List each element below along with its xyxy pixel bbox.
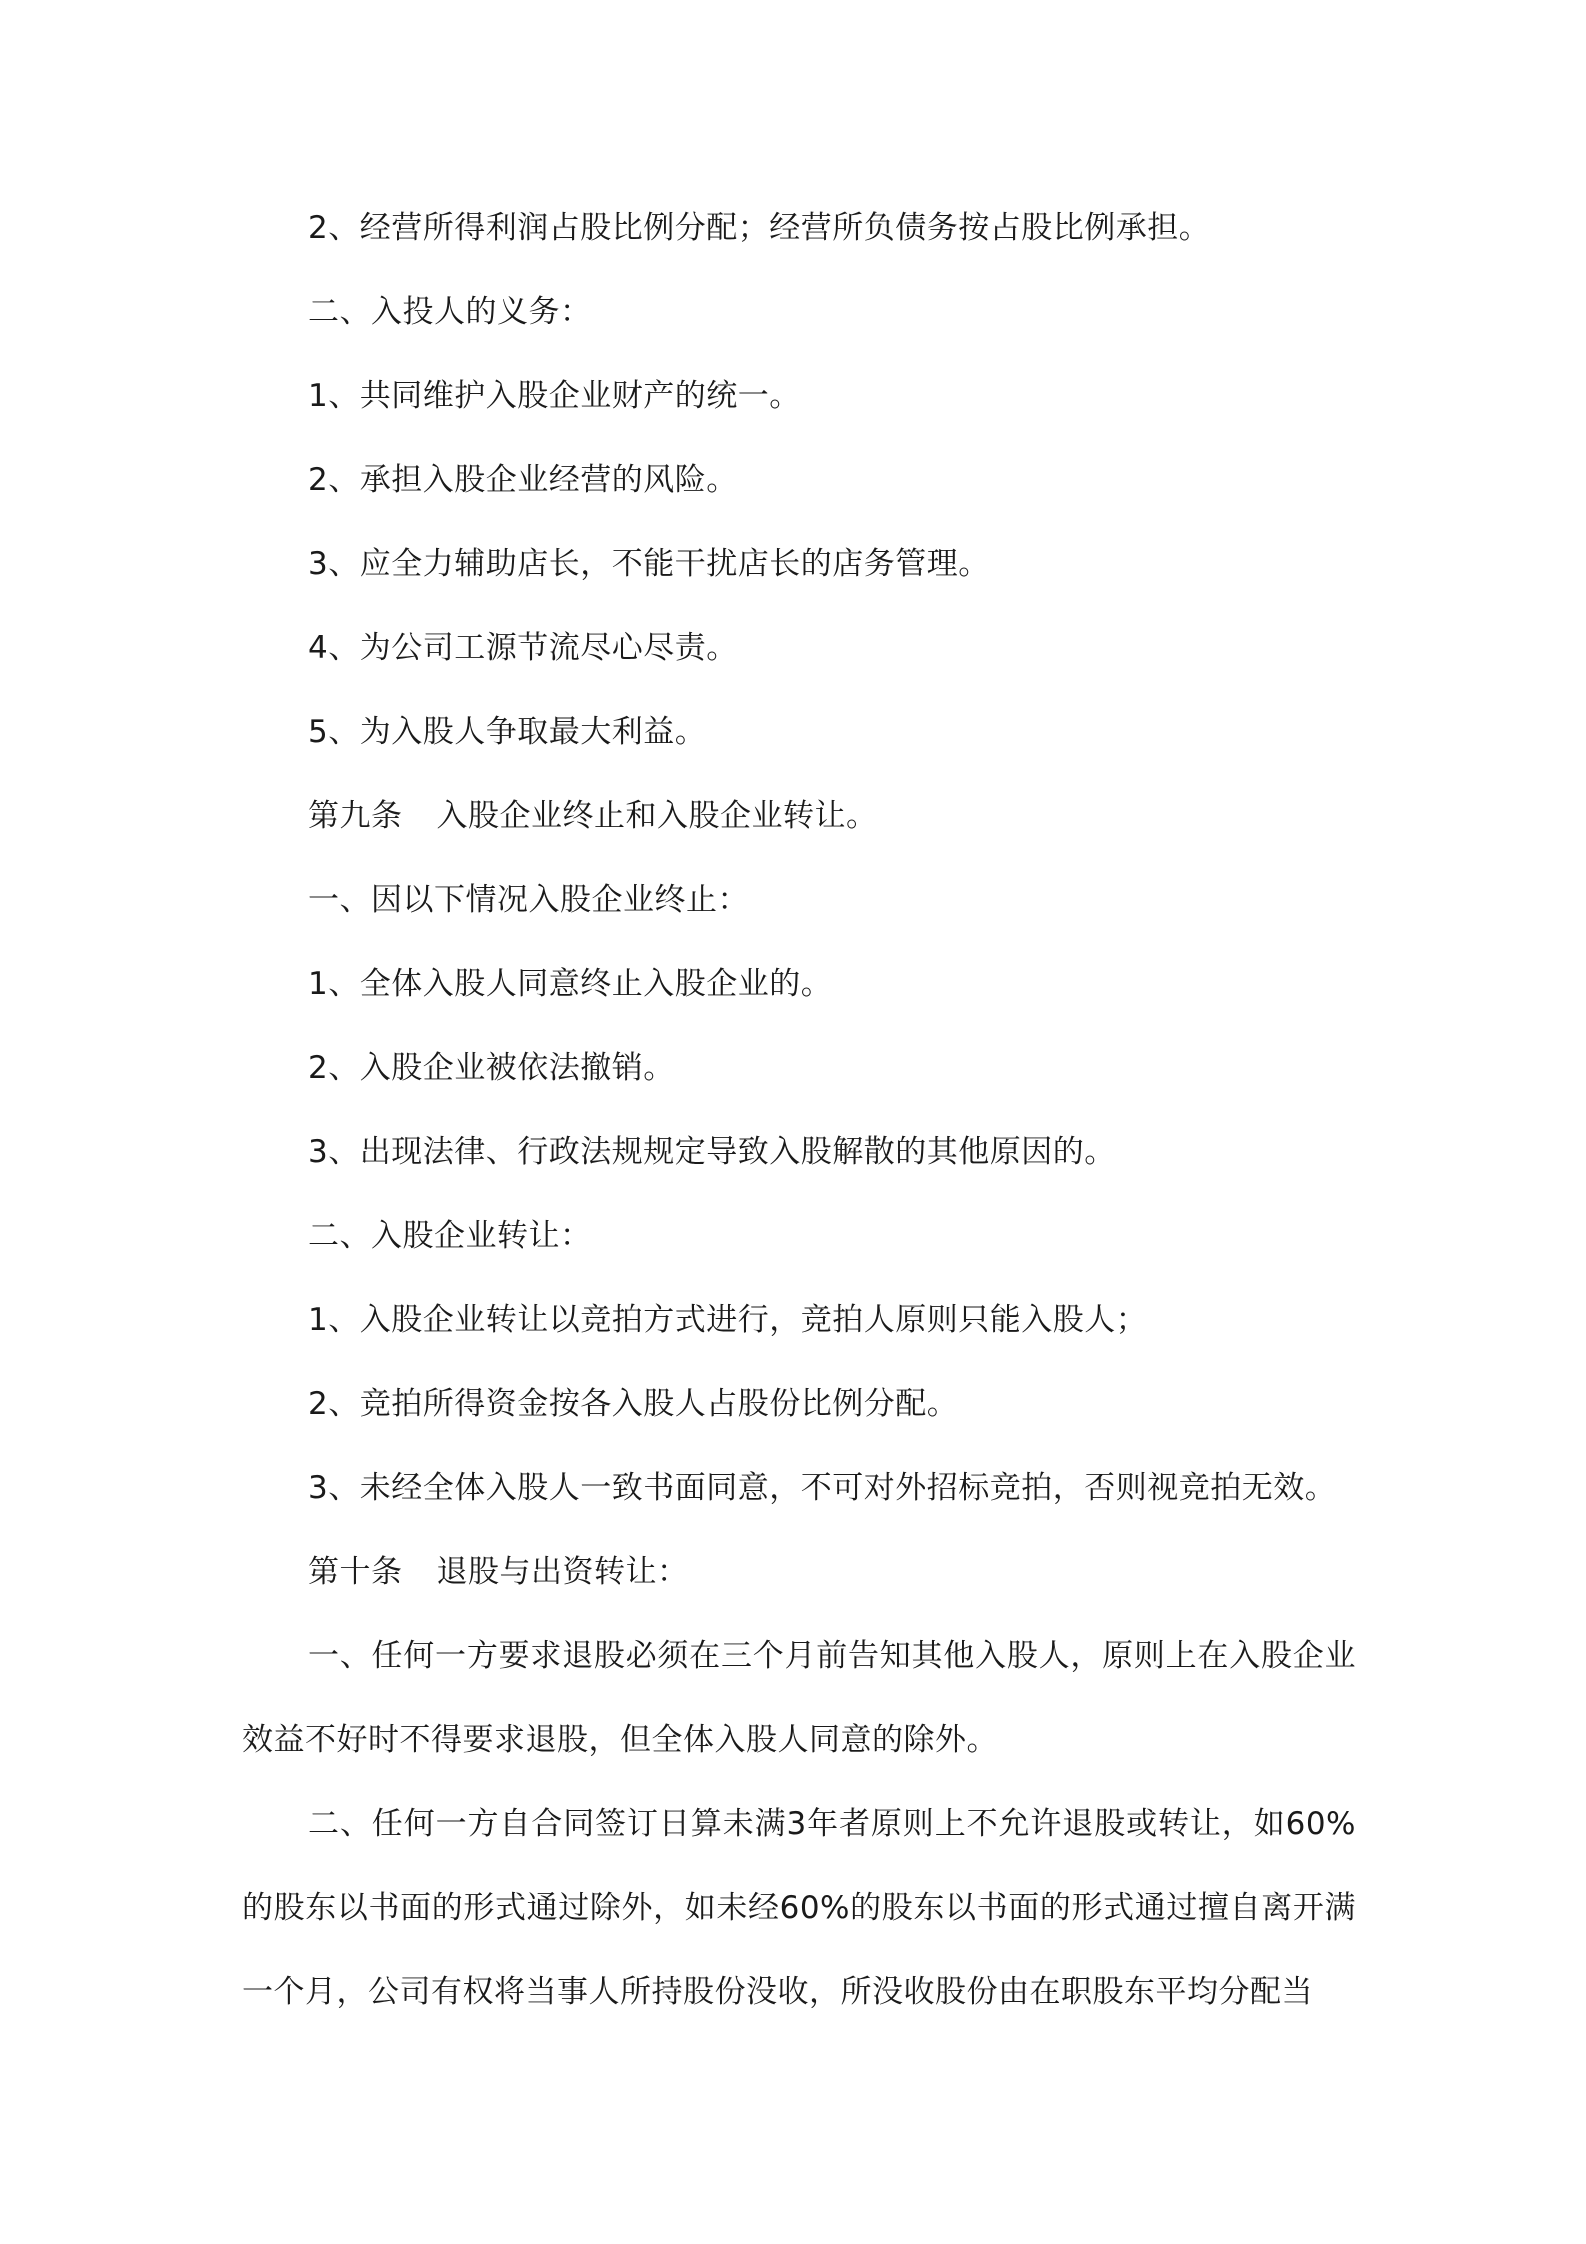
section-heading: 一、因以下情况入股企业终止： (308, 882, 749, 918)
clause-line: 1、入股企业转让以竞拍方式进行，竞拍人原则只能入股人； (308, 1302, 1148, 1338)
article-heading (308, 1530, 1348, 1614)
paragraph-withdrawal-restriction: 二、任何一方自合同签订日算未满3年者原则上不允许退股或转让，如60%的股东以书面的形式通过除外，如未经60%的股东以书面的形式通过擅自离开满一个月，公司有权将当事人所持股份没收，所没收股份由在职股东平均分配当 (242, 1806, 1356, 2010)
clause-line: 1、全体入股人同意终止入股企业的。 (308, 966, 833, 1002)
article-title: 退股与出资转让： (436, 1554, 689, 1590)
clause-line: 2、经营所得利润占股比例分配；经营所负债务按占股比例承担。 (308, 210, 1211, 246)
clause-line: 1、共同维护入股企业财产的统一。 (308, 378, 801, 414)
clause-line: 5、为入股人争取最大利益。 (308, 714, 707, 750)
clause-line: 2、承担入股企业经营的风险。 (308, 462, 738, 498)
clause-line: 4、为公司工源节流尽心尽责。 (308, 630, 738, 666)
clause-line: 2、竞拍所得资金按各入股人占股份比例分配。 (308, 1386, 959, 1422)
clause-line: 3、应全力辅助店长，不能干扰店长的店务管理。 (308, 546, 990, 582)
section-heading: 二、入股企业转让： (308, 1218, 592, 1254)
article-title: 入股企业终止和入股企业转让。 (436, 798, 878, 834)
paragraph-withdrawal-notice: 一、任何一方要求退股必须在三个月前告知其他入股人，原则上在入股企业效益不好时不得要求退股，但全体入股人同意的除外。 (242, 1638, 1356, 1758)
clause-line: 3、出现法律、行政法规规定导致入股解散的其他原因的。 (308, 1134, 1116, 1170)
article-number: 第十条 (308, 1554, 403, 1590)
article-heading (308, 774, 1348, 858)
section-heading: 二、入投人的义务： (308, 294, 592, 330)
article-number: 第九条 (308, 798, 403, 834)
clause-line: 2、入股企业被依法撤销。 (308, 1050, 675, 1086)
clause-line: 3、未经全体入股人一致书面同意，不可对外招标竞拍，否则视竞拍无效。 (308, 1470, 1337, 1506)
